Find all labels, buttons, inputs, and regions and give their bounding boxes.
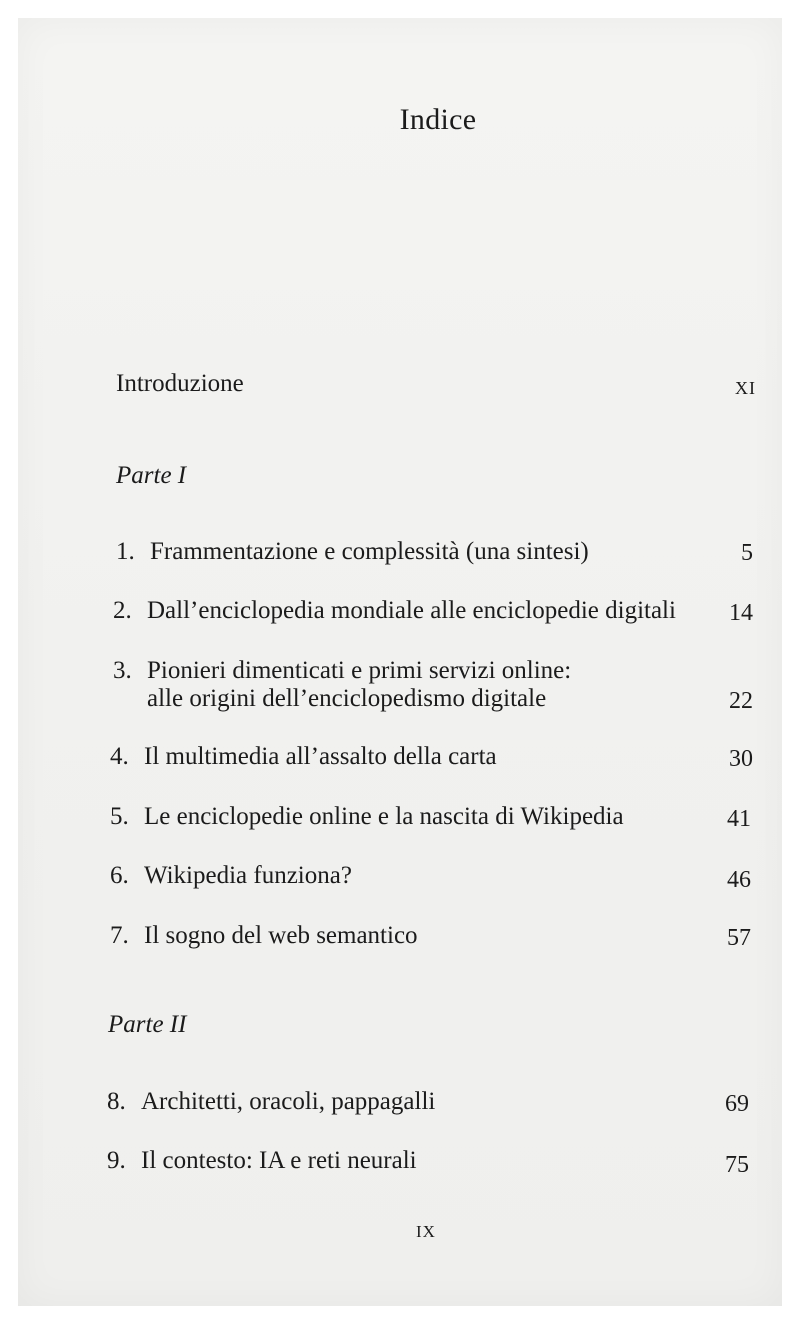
toc-entry-1 <box>116 537 589 567</box>
toc-entry-page: 69 <box>725 1091 749 1117</box>
toc-entry-number: 3. <box>113 657 132 684</box>
page-title: Indice <box>399 103 477 136</box>
toc-entry-number: 4. <box>110 743 129 770</box>
toc-entry-number: 1. <box>116 538 135 565</box>
toc-entry-page: 30 <box>729 746 753 772</box>
toc-entry-5 <box>110 802 624 832</box>
toc-entry-4 <box>110 742 497 772</box>
toc-entry-page: 5 <box>741 540 753 566</box>
toc-entry-page: 46 <box>727 867 751 893</box>
toc-entry-number: 5. <box>110 803 129 830</box>
toc-entry-title-line2: alle origini dell’enciclopedismo digitale <box>147 685 547 712</box>
toc-entry-title: Pionieri dimenticati e primi servizi online: <box>147 657 572 684</box>
toc-entry-title: Le enciclopedie online e la nascita di Wikipedia <box>144 803 624 830</box>
toc-entry-number: 8. <box>107 1088 126 1115</box>
toc-entry-3-continuation <box>147 684 546 714</box>
toc-entry-title: Frammentazione e complessità (una sintesi) <box>150 538 589 565</box>
toc-entry-page: 57 <box>727 925 751 951</box>
toc-entry-number: 6. <box>110 862 129 889</box>
part-heading-2: Parte II <box>108 1011 187 1038</box>
toc-entry-title: Wikipedia funziona? <box>144 862 352 889</box>
toc-entry-2 <box>113 596 676 626</box>
toc-entry-8 <box>107 1087 435 1117</box>
toc-entry-number: 2. <box>113 597 132 624</box>
toc-entry-3 <box>113 656 571 686</box>
toc-entry-page: 75 <box>725 1152 749 1178</box>
part-heading-1: Parte I <box>116 462 187 489</box>
toc-entry-title: Il multimedia all’assalto della carta <box>144 743 497 770</box>
toc-entry-number: 9. <box>107 1147 126 1174</box>
toc-entry-title: Il sogno del web semantico <box>144 922 418 949</box>
toc-entry-title: Il contesto: IA e reti neurali <box>141 1147 417 1174</box>
toc-entry-6 <box>110 861 352 891</box>
toc-intro-page: XI <box>735 378 756 398</box>
toc-entry-page: 41 <box>727 806 751 832</box>
toc-entry-number: 7. <box>110 922 129 949</box>
toc-entry-7 <box>110 921 418 951</box>
toc-entry-9 <box>107 1146 417 1176</box>
toc-entry-title: Dall’enciclopedia mondiale alle enciclopedie digitali <box>147 597 676 624</box>
toc-intro <box>116 369 244 399</box>
toc-entry-title: Architetti, oracoli, pappagalli <box>141 1088 436 1115</box>
toc-entry-page: 14 <box>729 600 753 626</box>
toc-entry-page: 22 <box>729 688 753 714</box>
toc-intro-label: Introduzione <box>116 370 244 397</box>
folio-page-number: IX <box>416 1222 436 1241</box>
